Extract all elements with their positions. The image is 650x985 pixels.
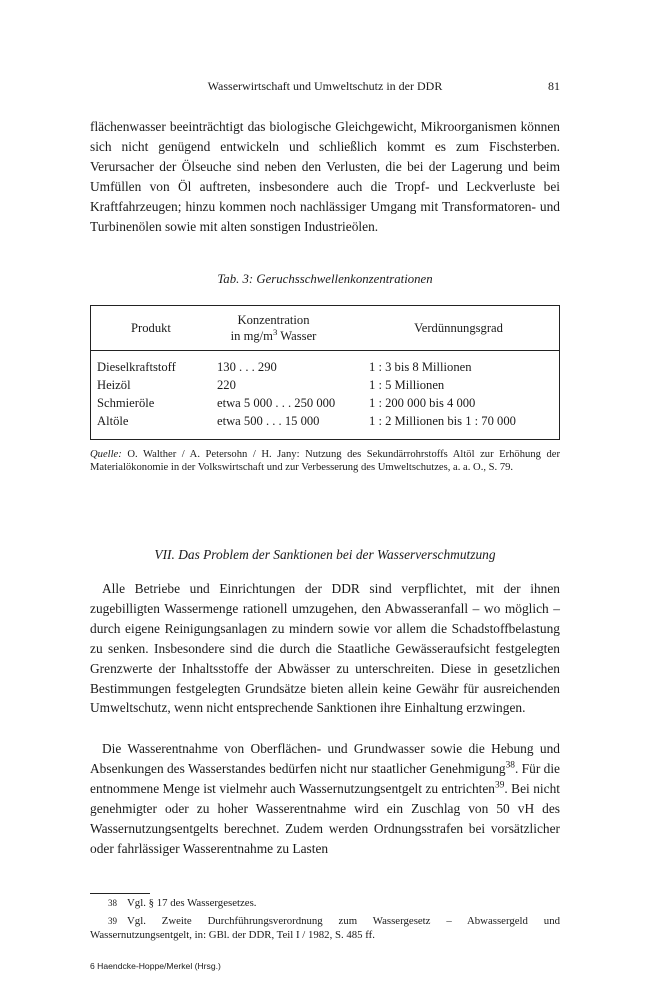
page-number: 81 — [548, 79, 560, 93]
source-label: Quelle: — [90, 449, 122, 460]
source-text: O. Walther / A. Petersohn / H. Jany: Nutzung des Sekundärrohrstoffs Altöl zur Erhöhung der Materialökonomie in der Volkswirtschaft und zur Verbesserung des Umweltschutzes, a. a. O., S. 79. — [90, 449, 560, 473]
table-source-note — [90, 449, 560, 474]
cell-produkt: Heizöl — [97, 378, 131, 392]
table-row — [91, 394, 559, 412]
cell-verduennung: 1 : 2 Millionen bis 1 : 70 000 — [369, 414, 516, 428]
header-produkt: Produkt — [131, 321, 171, 335]
table-row — [91, 412, 559, 430]
paragraph-1: flächenwasser beeinträchtigt das biologische Gleichgewicht, Mikroorganismen können sich nicht genügend entwickeln und schließlich kommt es zum Fischsterben. Verursacher der Ölseuche sind neben den Verlusten, die bei der Lagerung und beim Umfüllen von Öl auftreten, insbesondere auch die Tropf- und Leckverluste bei Kraftfahrzeugen; hinzu kommen noch nachlässiger Umgang mit Transformatoren- und Turbinenölen sowie mit alten sonstigen Industrieölen. — [90, 119, 560, 234]
odor-threshold-table — [90, 305, 560, 440]
cell-konzentration: 220 — [217, 378, 236, 392]
running-title: Wasserwirtschaft und Umweltschutz in der DDR — [207, 79, 443, 93]
cell-konzentration: 130 . . . 290 — [217, 360, 277, 374]
paragraph-3: Die Wasserentnahme von Oberflächen- und Grundwasser sowie die Hebung und Absenkungen des Wasserstandes bedürfen nicht nur staatlicher Genehmigung$^{38}$. Für die entnommene Menge ist vielmehr auch Wassernutzungsentgelt zu entrichten$^{39}$. Bei nicht genehmigter oder zu hoher Wasserentnahme wird ein Zuschlag von 50 vH des Wassernutzungsentgelts berechnet. Zudem werden Ordnungsstrafen bei vorsätzlicher oder fahrlässiger Wasserentnahme zu Lasten — [90, 741, 560, 856]
header-verduennungsgrad: Verdünnungsgrad — [414, 321, 503, 335]
footnote-text: Vgl. Zweite Durchführungsverordnung zum Wassergesetz – Abwassergeld und Wassernutzungsentgelt, in: GBl. der DDR, Teil I / 1982, S. 485 ff. — [90, 915, 560, 941]
header-divider — [91, 350, 559, 351]
header-konzentration-line2: in $mg/m^3$ Wasser — [230, 326, 317, 343]
cell-produkt: Schmieröle — [97, 396, 155, 410]
section-heading: VII. Das Problem der Sanktionen bei der Wasserverschmutzung — [154, 547, 496, 562]
cell-verduennung: 1 : 3 bis 8 Millionen — [369, 360, 472, 374]
footnote-text: Vgl. § 17 des Wassergesetzes. — [127, 897, 257, 909]
cell-produkt: Altöle — [97, 414, 129, 428]
table-caption: Tab. 3: Geruchsschwellenkonzentrationen — [217, 272, 433, 286]
footnote-ref-38[interactable]: 38 — [505, 760, 515, 771]
cell-verduennung: 1 : 5 Millionen — [369, 378, 445, 392]
footnote-divider — [90, 893, 150, 894]
cell-konzentration: etwa 5 000 . . . 250 000 — [217, 396, 336, 410]
footnote-39 — [90, 914, 560, 942]
footnote-38 — [90, 896, 560, 910]
signature-line: 6 Haendcke-Hoppe/Merkel (Hrsg.) — [90, 961, 221, 971]
cell-konzentration: etwa 500 . . . 15 000 — [217, 414, 320, 428]
table-row — [91, 358, 559, 376]
table-row — [91, 376, 559, 394]
footnote-ref-39[interactable]: 39 — [495, 780, 505, 791]
footnote-mark: 39 — [108, 916, 117, 926]
cell-verduennung: 1 : 200 000 bis 4 000 — [369, 396, 476, 410]
cell-produkt: Dieselkraftstoff — [97, 360, 176, 374]
header-konzentration-line1: Konzentration — [237, 313, 310, 327]
paragraph-2: Alle Betriebe und Einrichtungen der DDR sind verpflichtet, mit der ihnen zugebilligten Wassermenge rationell umzugehen, den Abwasseranfall – wo möglich – durch eigene Reinigungsanlagen zu mindern sowie vor allem die Schadstoffbelastung zu senken. Insbesondere sind die durch die Staatliche Gewässeraufsicht festgelegten Grenzwerte der Inhaltsstoffe der Abwässer zu unterschreiten. Diese in gesetzlichen Bestimmungen festgelegten Grundsätze bieten allein keine Gewähr für ausreichenden Umweltschutz, wenn nicht entsprechende Sanktionen ihre Einhaltung erzwingen. — [90, 581, 560, 716]
table-body — [91, 358, 559, 430]
footnote-mark: 38 — [108, 898, 117, 908]
header-konzentration — [201, 312, 346, 344]
